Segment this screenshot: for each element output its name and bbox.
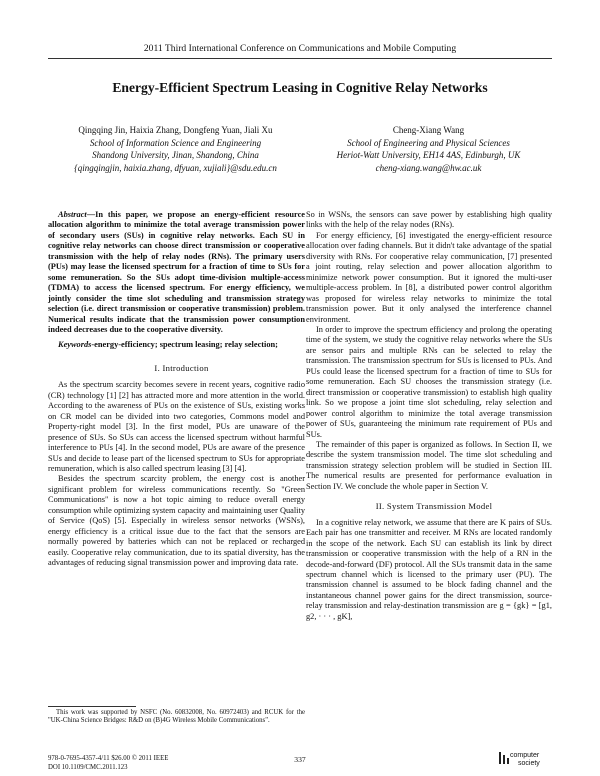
section-2-heading: II. System Transmission Model	[375, 501, 493, 512]
right-paragraph-1: For energy efficiency, [6] investigated the energy-efficient resource allocation over fading channels. But it didn't take advantage of the spatial diversity with RNs. For cooperative relay communication, [7] presented a joint routing, relay selection and power allocation algorithm to minimize network power consumption. But it ignored the multi-user multiple-access problem. In [8], a distributed power control algorithm was proposed for wireless relay networks to minimize the total transmission power. But it only analysed the interference channel environment.	[306, 230, 552, 324]
author-names-left: Qingqing Jin, Haixia Zhang, Dongfeng Yuan, Jiali Xu	[78, 125, 273, 135]
keywords-lead: Keywords	[58, 340, 92, 350]
right-paragraph-3: The remainder of this paper is organized as follows. In Section II, we describe the system transmission model. The time slot scheduling and transmission strategy selection problem will be studied in Section III. The numerical results are presented for performance evaluation in Section IV. We conclude the whole paper in Section V.	[306, 439, 552, 491]
intro-paragraph-2: Besides the spectrum scarcity problem, the energy cost is another significant problem for wireless communications recently. So "Green Communications" is now a hot topic aiming to reduce overall energy consumption while optimizing system capacity and maintaining user Quality of Service (QoS) [5]. Especially in wireless sensor networks (WSNs), energy efficiency is a critical issue due to the fact that the sensors are normally powered by batteries which can not be replaced or recharged easily. Cooperative relay communication, due to its spatial diversity, has the advantages of reducing signal transmission power and improving data rate.	[48, 474, 305, 568]
right-paragraph-2: In order to improve the spectrum efficiency and prolong the operating time of the system, we study the cognitive relay networks where the SUs are sensor pairs and multiple RNs can be selected to relay the transmission. The transmission spectrum for SUs is licensed to PUs. And PUs could lease the licensed spectrum for a fraction of time to SUs for some remuneration. Each SU chooses the transmission strategy (i.e. direct transmission or cooperative transmission) to establish high quality link. So we propose a joint time slot scheduling, relay selection and power control algorithm to minimize the total average transmission power of SUs, guaranteeing the minimum rate requirement of PUs and SUs.	[306, 324, 552, 439]
author-email-right: cheng-xiang.wang@hw.ac.uk	[375, 162, 482, 173]
abstract-lead: Abstract	[58, 210, 87, 219]
keywords	[48, 340, 305, 350]
right-column	[306, 210, 552, 622]
logo-line-1: computer	[510, 752, 540, 759]
logo-mark-icon	[498, 751, 510, 765]
intro-paragraph-1: As the spectrum scarcity becomes severe in recent years, cognitive radio (CR) technology [1] [2] has attracted more and more attention in the world. According to the awareness of PUs on the existence of SUs, existing works on CR model can be divided into two categories, Commons model and Property-right model [3]. In the first model, PUs are unaware of the presence of SUs. So SUs can access the licensed spectrum without harmful interference to PUs [4]. In the second model, PUs are aware of the presence SUs and decide to lease part of the licensed spectrum to SUs for appropriate remuneration, which is also called spectrum leasing [3] [4].	[48, 380, 305, 473]
doi-line: DOI 10.1109/CMC.2011.123	[48, 763, 128, 771]
author-affiliation-left-2: Shandong University, Jinan, Shandong, China	[92, 150, 259, 161]
section-1-heading: I. Introduction	[154, 362, 209, 373]
left-column	[48, 210, 305, 569]
keywords-text: -energy-efficiency; spectrum leasing; relay selection;	[91, 340, 278, 350]
page-number: 337	[294, 755, 306, 764]
abstract-text: —In this paper, we propose an energy-efficient resource allocation algorithm to minimize the total average transmission power of secondary users (SUs) in cognitive relay networks. Each SU in cognitive relay networks can choose direct transmission or cooperative transmission with the help of relay nodes (RNs). The primary users (PUs) may lease the licensed spectrum for a fraction of time to SUs for some remuneration. So the SUs adopt time-division multiple-access (TDMA) to access the licensed spectrum. For energy efficiency, we jointly consider the time slot scheduling and transmission strategy selection (i.e. direct transmission or cooperative transmission) problem. Numerical results indicate that the transmission power consumption indeed decreases due to the cooperative diversity.	[48, 210, 305, 334]
footnote: This work was supported by NSFC (No. 60832008, No. 60972403) and RCUK for the "UK-China Science Bridges: R&D on (B)4G Wireless Mobile Communications".	[48, 709, 305, 725]
abstract	[48, 210, 305, 335]
author-names-right: Cheng-Xiang Wang	[392, 125, 465, 135]
header-rule	[48, 58, 552, 59]
section-2-paragraph-1: In a cognitive relay network, we assume that there are K pairs of SUs. Each pair has one transmitter and receiver. M RNs are located randomly in the scope of the network. Each SU can establish its link by direct transmission or cooperative transmission with the help of a RN in the decode-and-forward (DF) protocol. All the SUs transmit data in the same spectrum channel which is licensed to the primary user (PU). The transmission channel is assumed to be block fading channel and the instantaneous channel power gains for the direct transmission, source-relay transmission and relay-destination transmission are g = {gk} = [g1, g2, · · · , gK],	[306, 517, 552, 621]
author-affiliation-right-1: School of Engineering and Physical Sciences	[347, 137, 510, 148]
ieee-computer-society-logo-icon	[498, 749, 554, 771]
author-affiliation-right-2: Heriot-Watt University, EH14 4AS, Edinburgh, UK	[336, 150, 521, 161]
author-block-right	[305, 124, 552, 174]
author-email-left: {qingqingjin, haixia.zhang, dfyuan, xujiali}@sdu.edu.cn	[74, 162, 277, 173]
paper-title: Energy-Efficient Spectrum Leasing in Cognitive Relay Networks	[112, 80, 488, 95]
author-affiliation-left-1: School of Information Science and Engineering	[89, 137, 262, 148]
footnote-rule	[48, 706, 136, 707]
copyright-line: 978-0-7695-4357-4/11 $26.00 © 2011 IEEE	[48, 755, 169, 762]
logo-line-2: society	[518, 760, 540, 767]
author-block-left	[48, 124, 303, 174]
conference-header: 2011 Third International Conference on Communications and Mobile Computing	[143, 43, 457, 54]
right-paragraph-0: So in WSNs, the sensors can save power by establishing high quality links with the help of the relay nodes (RNs).	[306, 210, 552, 230]
